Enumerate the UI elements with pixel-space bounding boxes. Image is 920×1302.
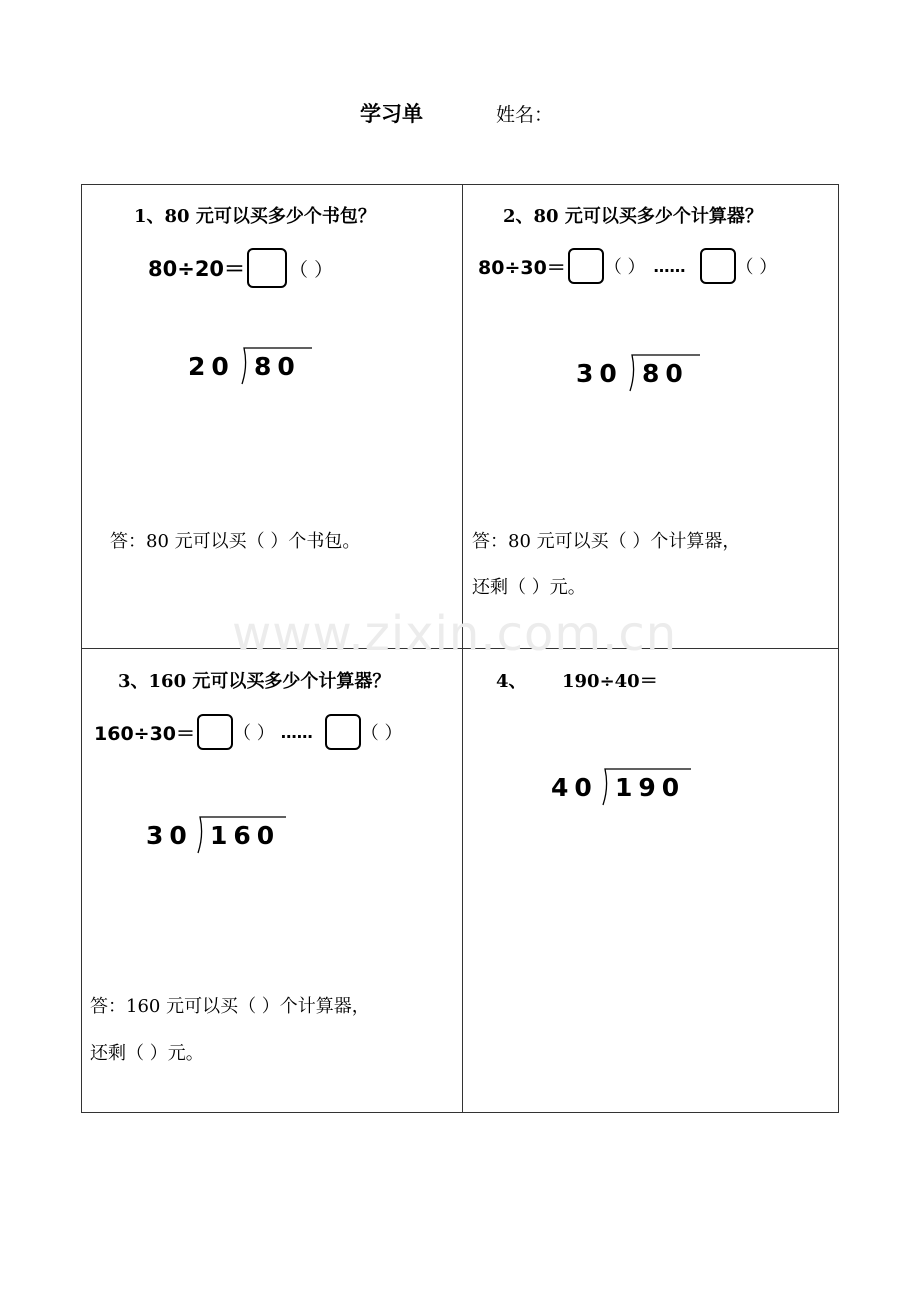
q3-remainder-box[interactable]	[325, 714, 361, 750]
q1-quotient-box[interactable]	[247, 248, 287, 288]
q2-answer-line2: 还剩（ ）元。	[472, 577, 586, 598]
q4-dividend: 190	[615, 773, 686, 802]
q3-divisor: 30	[146, 821, 193, 850]
q4-number: 4、	[496, 671, 527, 692]
q2-remainder-paren: （ ）	[735, 257, 778, 278]
q3-quotient-paren: （ ）	[233, 723, 275, 744]
q1-expression: 80÷20＝	[148, 257, 246, 281]
q2-question: 2、80 元可以买多少个计算器？	[503, 206, 763, 227]
q2-expression: 80÷30＝	[478, 256, 566, 279]
q2-equation	[478, 248, 777, 284]
q2-divisor: 30	[576, 359, 623, 388]
q3-quotient-box[interactable]	[197, 714, 233, 750]
q3-ellipsis: ……	[280, 722, 313, 742]
page-title: 学习单	[360, 101, 423, 126]
q1-long-division	[188, 352, 301, 381]
q1-divisor: 20	[188, 352, 235, 381]
q3-remainder-paren: （ ）	[360, 723, 403, 744]
q4-expression: 190÷40＝	[562, 671, 658, 692]
q2-quotient-box[interactable]	[568, 248, 604, 284]
q3-answer-line2: 还剩（ ）元。	[90, 1043, 204, 1064]
q1-equation	[148, 248, 333, 288]
q3-dividend: 160	[210, 821, 281, 850]
q2-answer-line1: 答：80 元可以买（ ）个计算器，	[472, 531, 741, 552]
watermark: www.zixin.com.cn	[232, 606, 678, 662]
q3-long-division	[146, 821, 281, 850]
q1-question: 1、80 元可以买多少个书包？	[134, 206, 376, 227]
q4-long-division	[551, 773, 686, 802]
q2-remainder-box[interactable]	[700, 248, 736, 284]
q3-answer-line1: 答：160 元可以买（ ）个计算器，	[90, 996, 370, 1017]
q1-dividend: 80	[254, 352, 301, 381]
q2-dividend: 80	[642, 359, 689, 388]
q1-answer: 答：80 元可以买（ ）个书包。	[110, 531, 361, 552]
q4-divisor: 40	[551, 773, 598, 802]
q3-expression: 160÷30＝	[94, 722, 196, 745]
q2-long-division	[576, 359, 689, 388]
q3-equation	[94, 714, 403, 750]
q1-unit-paren: （ ）	[289, 258, 334, 281]
name-label: 姓名：	[496, 104, 554, 126]
q2-quotient-paren: （ ）	[603, 257, 646, 278]
q3-question: 3、160 元可以买多少个计算器？	[118, 671, 391, 692]
q2-ellipsis: ……	[653, 256, 686, 276]
